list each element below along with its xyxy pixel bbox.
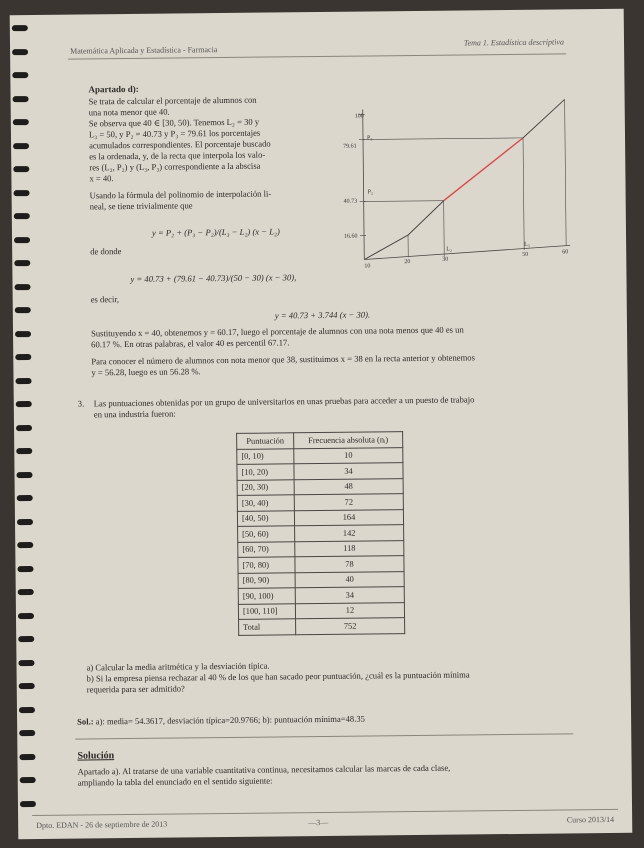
frequency-cell: 118 xyxy=(295,540,404,557)
text-line: x = 40. xyxy=(89,173,114,184)
solution-summary xyxy=(77,711,597,727)
column-header: Puntuación xyxy=(237,433,294,449)
interval-cell: [40, 50) xyxy=(237,510,294,526)
guide-line xyxy=(444,201,445,257)
table-row xyxy=(239,618,405,635)
x-label-50: 50 xyxy=(522,251,529,258)
text-line: una nota menor que 40. xyxy=(88,106,170,118)
table-row xyxy=(237,447,403,464)
y-axis xyxy=(363,110,365,260)
question-b: b) Si la empresa piensa rechazar al 40 % de los que han sacado peor puntuación, ¿cuál es la puntuación mínima xyxy=(86,669,470,684)
binding-ring xyxy=(15,354,31,360)
column-header: Frecuencia absoluta (nᵢ) xyxy=(294,432,403,449)
table-row xyxy=(238,571,404,588)
text-line: Se observa que 40 ∈ [30, 50). Tenemos L₂ = 30 y xyxy=(88,116,260,129)
text-line: es la ordenada, y, de la recta que interpola los valo- xyxy=(89,149,266,162)
binding-ring xyxy=(16,425,32,431)
y-label-100: 100 xyxy=(354,113,364,120)
binding-ring xyxy=(15,307,31,313)
label-p2: P₂ xyxy=(367,189,374,196)
binding-ring xyxy=(19,754,35,760)
ogive-graph xyxy=(333,87,575,272)
interval-cell: [90, 100) xyxy=(238,588,295,604)
guide-line xyxy=(523,138,524,250)
problem-statement xyxy=(94,393,594,420)
frequency-table xyxy=(236,431,405,635)
label-l2: L₂ xyxy=(446,246,452,253)
x-label-30: 30 xyxy=(442,256,449,263)
frequency-cell: 752 xyxy=(296,618,405,635)
table-header-row xyxy=(237,432,403,449)
table-row xyxy=(238,556,404,573)
interval-cell: [20, 30) xyxy=(237,479,294,495)
text-line: Para conocer el número de alumnos con nota menor que 38, sustituimos x = 38 en la recta anterior y obtenemos xyxy=(91,352,475,367)
binding-ring xyxy=(17,495,33,501)
es-decir: es decir, xyxy=(90,294,120,305)
binding-ring xyxy=(17,519,33,525)
frequency-cell: 78 xyxy=(295,556,404,573)
binding-ring xyxy=(19,683,35,689)
frequency-cell: 34 xyxy=(295,587,404,604)
frequency-cell: 12 xyxy=(295,602,404,619)
text-line: L₃ = 50, y P₂ = 40.73 y P₃ = 79.61 los porcentajes xyxy=(88,127,261,140)
text-line: 60.17 %. En otras palabras, el valor 40 es percentil 67.17. xyxy=(91,337,290,350)
text-line: Se trata de calcular el porcentaje de alumnos con xyxy=(88,94,257,107)
question-a: a) Calcular la media aritmética y la desviación típica. xyxy=(86,660,270,673)
ogive-segment xyxy=(523,99,565,137)
frequency-cell: 34 xyxy=(294,463,403,480)
binding-ring xyxy=(14,260,30,266)
formula-1: y = P₂ + (P₃ − P₂)/(L₃ − L₂) (x − L₂) xyxy=(151,226,280,238)
x-label-10: 10 xyxy=(364,263,371,270)
binding-ring xyxy=(19,730,35,736)
ogive-segment xyxy=(364,235,408,259)
frequency-cell: 142 xyxy=(295,525,404,542)
table-row xyxy=(237,509,403,526)
section-d-text xyxy=(89,94,322,212)
interval-cell: Total xyxy=(239,619,296,635)
x-axis xyxy=(364,245,570,259)
divider xyxy=(75,733,573,739)
table-row xyxy=(237,478,403,495)
table-row xyxy=(237,494,403,511)
footer-right: Curso 2013/14 xyxy=(566,814,615,825)
footer-rule xyxy=(32,809,618,816)
binding-ring xyxy=(14,237,30,243)
y-label-40: 40.73 xyxy=(343,198,358,205)
table-row xyxy=(237,463,403,480)
interval-cell: [80, 90) xyxy=(238,572,295,588)
footer-left: Dpto. EDAN - 26 de septiembre de 2013 xyxy=(36,819,168,831)
interval-cell: [30, 40) xyxy=(237,495,294,511)
table-row xyxy=(238,525,404,542)
binding-ring xyxy=(19,707,35,713)
guide-line xyxy=(363,138,523,140)
binding-ring xyxy=(18,589,34,595)
guide-line xyxy=(364,201,444,202)
binding-ring xyxy=(18,660,34,666)
frequency-cell: 48 xyxy=(294,478,403,495)
binding-ring xyxy=(18,636,34,642)
table-row xyxy=(238,602,404,619)
frequency-cell: 164 xyxy=(294,509,403,526)
interval-cell: [60, 70) xyxy=(238,541,295,557)
y-label-79: 79.61 xyxy=(343,143,357,150)
problem-number: 3. xyxy=(77,398,85,409)
binding-ring xyxy=(13,166,29,172)
binding-ring xyxy=(20,801,36,807)
x-label-20: 20 xyxy=(404,259,411,266)
text-line: y = 56.28, luego es un 56.28 %. xyxy=(91,366,201,378)
interval-cell: [70, 80) xyxy=(238,557,295,573)
binding-ring xyxy=(16,401,32,407)
ogive-segment xyxy=(408,201,444,235)
text-line: neal, se tiene trivialmente que xyxy=(89,200,193,212)
frequency-cell: 10 xyxy=(294,447,403,464)
binding-ring xyxy=(13,143,29,149)
header-left: Matemática Aplicada y Estadística - Farmacia xyxy=(70,45,218,56)
text-line: en una industria fueron: xyxy=(93,408,176,420)
graph-lines xyxy=(359,99,571,259)
binding-ring xyxy=(16,472,32,478)
x-label-60: 60 xyxy=(562,249,569,256)
result-text xyxy=(91,323,591,378)
binding-ring xyxy=(17,566,33,572)
text-line: Sustituyendo x = 40, obtenemos y = 60.17, luego el porcentaje de alumnos con una nota menos que 40 es un xyxy=(90,324,464,339)
binding-ring xyxy=(14,190,30,196)
sol-text: a): media= 54.3617, desviación típica=20.9766; b): puntuación mínima=48.35 xyxy=(95,713,365,727)
solucion-text xyxy=(78,761,618,789)
frequency-cell: 72 xyxy=(294,494,403,511)
table-row xyxy=(238,540,404,557)
binding-ring xyxy=(15,284,31,290)
de-donde: de donde xyxy=(90,246,122,257)
interval-cell: [10, 20) xyxy=(237,464,294,480)
header-right: Tema 1. Estadística descriptiva xyxy=(463,37,565,48)
spiral-binding xyxy=(10,25,36,825)
binding-ring xyxy=(17,542,33,548)
binding-ring xyxy=(13,96,29,102)
interval-cell: [0, 10) xyxy=(237,448,294,464)
label-l3: L₃ xyxy=(524,241,530,248)
text-line: Usando la fórmula del polinomio de interpolación li- xyxy=(89,188,272,201)
interval-cell: [100, 110] xyxy=(238,603,295,619)
binding-ring xyxy=(12,72,28,78)
formula-2: y = 40.73 + (79.61 − 40.73)/(50 − 30) (x − 30), xyxy=(130,272,297,284)
label-p3: P₃ xyxy=(366,135,373,142)
text-line: ampliando la tabla del enunciado en el sentido siguiente: xyxy=(77,775,273,788)
binding-ring xyxy=(15,331,31,337)
binding-ring xyxy=(12,25,28,31)
section-d-title: Apartado d): xyxy=(88,83,139,95)
binding-ring xyxy=(16,448,32,454)
binding-ring xyxy=(14,213,30,219)
document-page xyxy=(10,9,633,839)
page-number: —3— xyxy=(308,817,329,828)
interpolation-segment xyxy=(443,138,524,201)
binding-ring xyxy=(20,777,36,783)
guide-line xyxy=(565,99,567,245)
frequency-cell: 40 xyxy=(295,571,404,588)
table-row xyxy=(238,587,404,604)
formula-3: y = 40.73 + 3.744 (x − 30). xyxy=(274,309,371,321)
question-b-cont: requerida para ser admitido? xyxy=(86,683,185,695)
binding-ring xyxy=(12,49,28,55)
interval-cell: [50, 60) xyxy=(238,526,295,542)
sol-label: Sol.: xyxy=(77,716,94,727)
binding-ring xyxy=(15,378,31,384)
text-line: Apartado a). Al tratarse de una variable cuantitativa continua, necesitamos calcular las marcas de cada clase, xyxy=(77,762,451,777)
binding-ring xyxy=(13,119,29,125)
binding-ring xyxy=(18,613,34,619)
text-line: Las puntuaciones obtenidas por un grupo de universitarios en unas pruebas para acceder a un puesto de trabajo xyxy=(93,394,475,409)
y-label-16: 16.60 xyxy=(344,233,358,240)
text-line: acumulados correspondientes. El porcentaje buscado xyxy=(89,138,271,151)
text-line: res (L₂, P₂) y (L₃, P₃) correspondiente a la abscisa xyxy=(89,160,261,173)
questions xyxy=(86,657,606,695)
solucion-title: Solución xyxy=(77,750,115,762)
